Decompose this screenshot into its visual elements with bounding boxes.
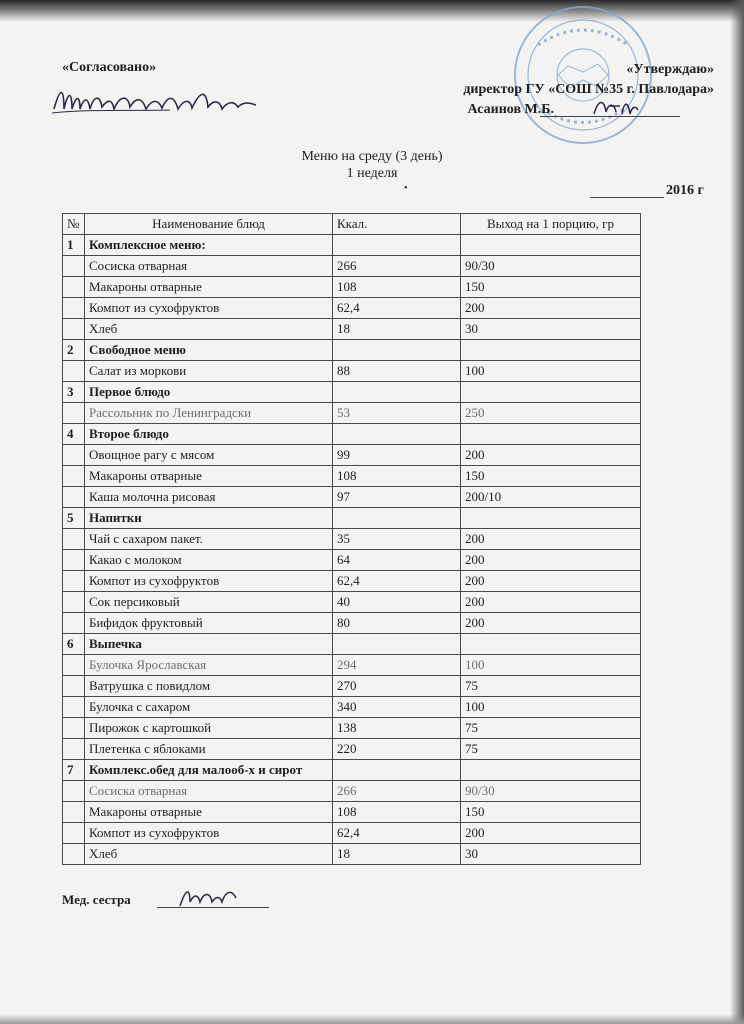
row-number-cell: [63, 445, 85, 466]
kcal-cell: 64: [333, 550, 461, 571]
approved-right-label: «Утверждаю»: [626, 62, 714, 77]
row-number-cell: [63, 361, 85, 382]
row-number-cell: [63, 256, 85, 277]
table-row: [63, 844, 641, 865]
portion-cell: 90/30: [461, 781, 641, 802]
portion-cell: [461, 634, 641, 655]
row-number-cell: [63, 802, 85, 823]
dish-name-cell: Рассольник по Ленинградски: [85, 403, 333, 424]
signature-right: [590, 96, 640, 118]
portion-cell: [461, 760, 641, 781]
portion-cell: [461, 382, 641, 403]
dish-name-cell: Комплексное меню:: [85, 235, 333, 256]
row-number-cell: 1: [63, 235, 85, 256]
dish-name-cell: Хлеб: [85, 319, 333, 340]
dish-name-cell: Ватрушка с повидлом: [85, 676, 333, 697]
portion-cell: [461, 340, 641, 361]
table-row: [63, 256, 641, 277]
menu-table: [62, 213, 641, 865]
column-header-kcal: Ккал.: [333, 214, 461, 235]
dish-name-cell: Сок персиковый: [85, 592, 333, 613]
table-row: [63, 466, 641, 487]
table-row: [63, 739, 641, 760]
scan-edge-bottom: [0, 1014, 744, 1024]
dish-name-cell: Комплекс.обед для малооб-х и сирот: [85, 760, 333, 781]
dish-name-cell: Первое блюдо: [85, 382, 333, 403]
table-row: [63, 571, 641, 592]
kcal-cell: 266: [333, 256, 461, 277]
kcal-cell: 62,4: [333, 298, 461, 319]
table-row: [63, 697, 641, 718]
portion-cell: 150: [461, 802, 641, 823]
table-section-row: [63, 634, 641, 655]
director-title: директор ГУ «СОШ №35 г. Павлодара»: [463, 82, 714, 97]
table-row: [63, 445, 641, 466]
kcal-cell: 80: [333, 613, 461, 634]
row-number-cell: [63, 781, 85, 802]
table-header-row: [63, 214, 641, 235]
kcal-cell: 294: [333, 655, 461, 676]
table-row: [63, 592, 641, 613]
portion-cell: 200: [461, 571, 641, 592]
row-number-cell: [63, 487, 85, 508]
row-number-cell: 6: [63, 634, 85, 655]
dish-name-cell: Булочка с сахаром: [85, 697, 333, 718]
table-section-row: [63, 382, 641, 403]
portion-cell: 75: [461, 718, 641, 739]
table-row: [63, 529, 641, 550]
kcal-cell: 266: [333, 781, 461, 802]
dish-name-cell: Макароны отварные: [85, 466, 333, 487]
mark-dot: •: [404, 183, 408, 194]
dish-name-cell: Салат из моркови: [85, 361, 333, 382]
row-number-cell: [63, 529, 85, 550]
row-number-cell: [63, 298, 85, 319]
dish-name-cell: Второе блюдо: [85, 424, 333, 445]
kcal-cell: [333, 760, 461, 781]
portion-cell: [461, 508, 641, 529]
table-row: [63, 361, 641, 382]
dish-name-cell: Овощное рагу с мясом: [85, 445, 333, 466]
signature-left: [50, 83, 260, 117]
kcal-cell: [333, 424, 461, 445]
portion-cell: 30: [461, 844, 641, 865]
dish-name-cell: Выпечка: [85, 634, 333, 655]
row-number-cell: 2: [63, 340, 85, 361]
portion-cell: [461, 235, 641, 256]
kcal-cell: 62,4: [333, 571, 461, 592]
dish-name-cell: Бифидок фруктовый: [85, 613, 333, 634]
kcal-cell: 53: [333, 403, 461, 424]
kcal-cell: 270: [333, 676, 461, 697]
row-number-cell: [63, 319, 85, 340]
date-year: 2016 г: [666, 183, 704, 198]
kcal-cell: 220: [333, 739, 461, 760]
row-number-cell: [63, 550, 85, 571]
portion-cell: 150: [461, 277, 641, 298]
dish-name-cell: Напитки: [85, 508, 333, 529]
dish-name-cell: Сосиска отварная: [85, 781, 333, 802]
row-number-cell: [63, 592, 85, 613]
table-row: [63, 550, 641, 571]
table-row: [63, 823, 641, 844]
row-number-cell: [63, 718, 85, 739]
table-section-row: [63, 760, 641, 781]
kcal-cell: 62,4: [333, 823, 461, 844]
portion-cell: 200: [461, 445, 641, 466]
dish-name-cell: Компот из сухофруктов: [85, 823, 333, 844]
portion-cell: 90/30: [461, 256, 641, 277]
table-row: [63, 781, 641, 802]
portion-cell: 200: [461, 298, 641, 319]
date-line: [590, 197, 664, 198]
column-header-number: №: [63, 214, 85, 235]
kcal-cell: 40: [333, 592, 461, 613]
table-row: [63, 676, 641, 697]
kcal-cell: 108: [333, 466, 461, 487]
kcal-cell: 99: [333, 445, 461, 466]
dish-name-cell: Чай с сахаром пакет.: [85, 529, 333, 550]
kcal-cell: 18: [333, 844, 461, 865]
row-number-cell: 7: [63, 760, 85, 781]
portion-cell: 200: [461, 550, 641, 571]
portion-cell: 100: [461, 697, 641, 718]
table-row: [63, 613, 641, 634]
row-number-cell: [63, 676, 85, 697]
row-number-cell: 5: [63, 508, 85, 529]
row-number-cell: [63, 403, 85, 424]
dish-name-cell: Компот из сухофруктов: [85, 571, 333, 592]
dish-name-cell: Компот из сухофруктов: [85, 298, 333, 319]
column-header-portion: Выход на 1 порцию, гр: [461, 214, 641, 235]
row-number-cell: [63, 277, 85, 298]
portion-cell: 100: [461, 655, 641, 676]
nurse-label: Мед. сестра: [62, 892, 131, 907]
kcal-cell: [333, 634, 461, 655]
kcal-cell: 138: [333, 718, 461, 739]
portion-cell: 250: [461, 403, 641, 424]
row-number-cell: [63, 466, 85, 487]
dish-name-cell: Сосиска отварная: [85, 256, 333, 277]
table-section-row: [63, 424, 641, 445]
table-row: [63, 802, 641, 823]
table-section-row: [63, 508, 641, 529]
director-name: Асаинов М.Б.: [467, 102, 554, 117]
portion-cell: 200: [461, 529, 641, 550]
table-section-row: [63, 340, 641, 361]
table-row: [63, 319, 641, 340]
table-row: [63, 487, 641, 508]
kcal-cell: [333, 340, 461, 361]
approval-block: [463, 60, 714, 120]
dish-name-cell: Каша молочна рисовая: [85, 487, 333, 508]
portion-cell: 200: [461, 823, 641, 844]
dish-name-cell: Макароны отварные: [85, 802, 333, 823]
table-row: [63, 718, 641, 739]
kcal-cell: 108: [333, 277, 461, 298]
kcal-cell: 340: [333, 697, 461, 718]
table-row: [63, 298, 641, 319]
page-subtitle: 1 неделя: [346, 166, 398, 181]
table-row: [63, 277, 641, 298]
portion-cell: [461, 424, 641, 445]
portion-cell: 150: [461, 466, 641, 487]
kcal-cell: 35: [333, 529, 461, 550]
row-number-cell: [63, 823, 85, 844]
row-number-cell: [63, 739, 85, 760]
table-row: [63, 403, 641, 424]
dish-name-cell: Булочка Ярославская: [85, 655, 333, 676]
dish-name-cell: Какао с молоком: [85, 550, 333, 571]
portion-cell: 75: [461, 676, 641, 697]
kcal-cell: 18: [333, 319, 461, 340]
dish-name-cell: Хлеб: [85, 844, 333, 865]
dish-name-cell: Пирожок с картошкой: [85, 718, 333, 739]
row-number-cell: [63, 697, 85, 718]
portion-cell: 200: [461, 592, 641, 613]
menu-table-body: [63, 235, 641, 865]
kcal-cell: [333, 235, 461, 256]
row-number-cell: 4: [63, 424, 85, 445]
row-number-cell: [63, 571, 85, 592]
kcal-cell: 88: [333, 361, 461, 382]
portion-cell: 30: [461, 319, 641, 340]
row-number-cell: [63, 613, 85, 634]
dish-name-cell: Свободное меню: [85, 340, 333, 361]
column-header-dish: Наименование блюд: [85, 214, 333, 235]
approved-left-label: «Согласовано»: [62, 60, 157, 75]
table-section-row: [63, 235, 641, 256]
kcal-cell: 108: [333, 802, 461, 823]
table-row: [63, 655, 641, 676]
row-number-cell: [63, 844, 85, 865]
portion-cell: 200: [461, 613, 641, 634]
kcal-cell: [333, 382, 461, 403]
signature-nurse: [176, 886, 240, 908]
dish-name-cell: Плетенка с яблоками: [85, 739, 333, 760]
kcal-cell: [333, 508, 461, 529]
portion-cell: 100: [461, 361, 641, 382]
row-number-cell: 3: [63, 382, 85, 403]
portion-cell: 75: [461, 739, 641, 760]
row-number-cell: [63, 655, 85, 676]
dish-name-cell: Макароны отварные: [85, 277, 333, 298]
kcal-cell: 97: [333, 487, 461, 508]
page-title: Меню на среду (3 день): [301, 149, 443, 164]
portion-cell: 200/10: [461, 487, 641, 508]
